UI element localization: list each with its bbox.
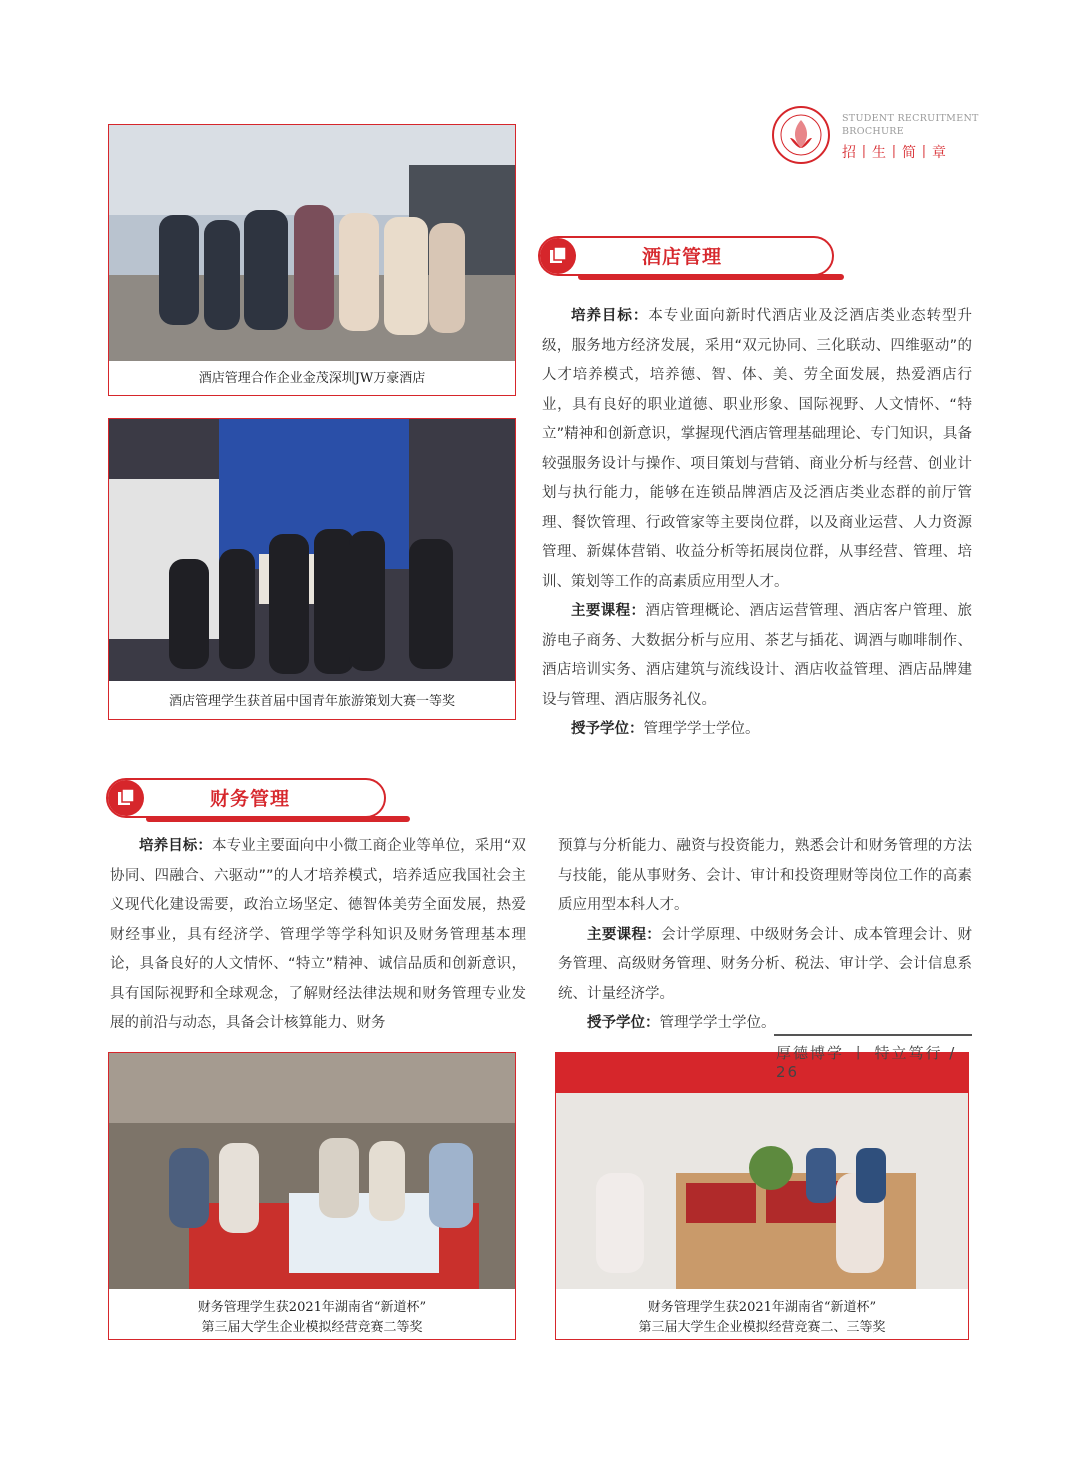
university-seal-logo xyxy=(770,104,832,166)
photo-frame-finance-contest-2 xyxy=(555,1052,969,1340)
caption-hotel-award: 酒店管理学生获首届中国青年旅游策划大赛一等奖 xyxy=(168,694,455,709)
footer-motto-page-number: 厚德博学 丨 特立笃行 / 26 xyxy=(776,1044,957,1081)
caption-finance-contest-1-line-1: 财务管理学生获2021年湖南省“新道杯” xyxy=(197,1300,427,1315)
finance-goal-text-left: 本专业主要面向中小微工商企业等单位，采用“双协同、四融合、六驱动””的人才培养模式，培养适应我国社会主义现代化建设需要，政治立场坚定、德智体美劳全面发展，热爱财经事业，具有经济学、管理学等学科知识及财务管理基本理论，具备良好的人文情怀、“特立”精神、诚信品质和创新意识，具有国际视野和全球观念，了解财经法律法规和财务管理专业发展的前沿与动态，具备会计核算能力、财务 xyxy=(110,838,527,1031)
finance-degree-label: 授予学位： xyxy=(587,1015,660,1031)
hotel-degree-paragraph xyxy=(542,715,972,745)
finance-goal-text-right: 预算与分析能力、融资与投资能力，熟悉会计和财务管理的方法与技能，能从事财务、会计、审计和投资理财等岗位工作的高素质应用型本科人才。 xyxy=(558,838,972,913)
photo-frame-finance-contest-1 xyxy=(108,1052,516,1340)
hotel-goal-label: 培养目标： xyxy=(571,308,649,324)
photo-finance-contest-2 xyxy=(556,1053,968,1289)
photo-frame-hotel-award xyxy=(108,418,516,720)
finance-degree-text: 管理学学士学位。 xyxy=(659,1015,776,1031)
hotel-degree-label: 授予学位： xyxy=(571,721,644,737)
hotel-course-paragraph xyxy=(542,597,972,715)
book-icon xyxy=(540,238,576,274)
brand-block xyxy=(842,112,992,162)
photo-hotel-award xyxy=(109,419,515,681)
caption-finance-contest-2-line-1: 财务管理学生获2021年湖南省“新道杯” xyxy=(647,1300,877,1315)
finance-course-paragraph xyxy=(558,921,972,1010)
hotel-goal-text: 本专业面向新时代酒店业及泛酒店类业态转型升级，服务地方经济发展，采用“双元协同、三化联动、四维驱动”的人才培养模式，培养德、智、体、美、劳全面发展，热爱酒店行业，具有良好的职业道德、职业形象、国际视野、人文情怀、“特立”精神和创新意识，掌握现代酒店管理基础理论、专门知识，具备较强服务设计与操作、项目策划与营销、商业分析与经营、创业计划与执行能力，能够在连锁品牌酒店及泛酒店类业态群的前厅管理、餐饮管理、行政管家等主要岗位群，以及商业运营、人力资源管理、新媒体营销、收益分析等拓展岗位群，从事经营、管理、培训、策划等工作的高素质应用型人才。 xyxy=(542,308,973,590)
finance-description-right xyxy=(558,832,972,1039)
section-title-hotel: 酒店管理 xyxy=(642,246,723,268)
photo-frame-hotel-partner xyxy=(108,124,516,396)
photo-finance-contest-1 xyxy=(109,1053,515,1289)
brand-english-line-2: BROCHURE xyxy=(842,126,904,137)
photo-hotel-partner xyxy=(109,125,515,361)
hotel-degree-text: 管理学学士学位。 xyxy=(643,721,760,737)
finance-goal-paragraph xyxy=(110,832,526,1039)
page-footer xyxy=(774,1034,972,1081)
hotel-course-text: 酒店管理概论、酒店运营管理、酒店客户管理、旅游电子商务、大数据分析与应用、茶艺与插花、调酒与咖啡制作、酒店培训实务、酒店建筑与流线设计、酒店收益管理、酒店品牌建设与管理、酒店服务礼仪。 xyxy=(542,603,972,708)
brand-english-line-1: STUDENT RECRUITMENT xyxy=(842,113,979,124)
caption-finance-contest-1-line-2: 第三届大学生企业模拟经营竞赛二等奖 xyxy=(201,1320,423,1335)
finance-course-label: 主要课程： xyxy=(587,926,662,943)
hotel-course-label: 主要课程： xyxy=(571,603,646,619)
brand-chinese: 招丨生丨简丨章 xyxy=(842,145,947,161)
book-icon xyxy=(108,780,144,816)
hotel-description xyxy=(542,302,972,745)
finance-course-text: 会计学原理、中级财务会计、成本管理会计、财务管理、高级财务管理、财务分析、税法、审计学、会计信息系统、计量经济学。 xyxy=(558,926,973,1002)
hotel-goal-paragraph xyxy=(542,302,972,597)
caption-finance-contest-2-line-2: 第三届大学生企业模拟经营竞赛二、三等奖 xyxy=(638,1320,886,1335)
section-title-finance: 财务管理 xyxy=(210,788,291,810)
finance-description-left xyxy=(110,832,526,1039)
caption-hotel-partner: 酒店管理合作企业金茂深圳JW万豪酒店 xyxy=(198,371,426,386)
section-header-hotel xyxy=(538,236,844,282)
finance-goal-label: 培养目标： xyxy=(139,838,212,854)
section-header-finance xyxy=(106,778,410,824)
